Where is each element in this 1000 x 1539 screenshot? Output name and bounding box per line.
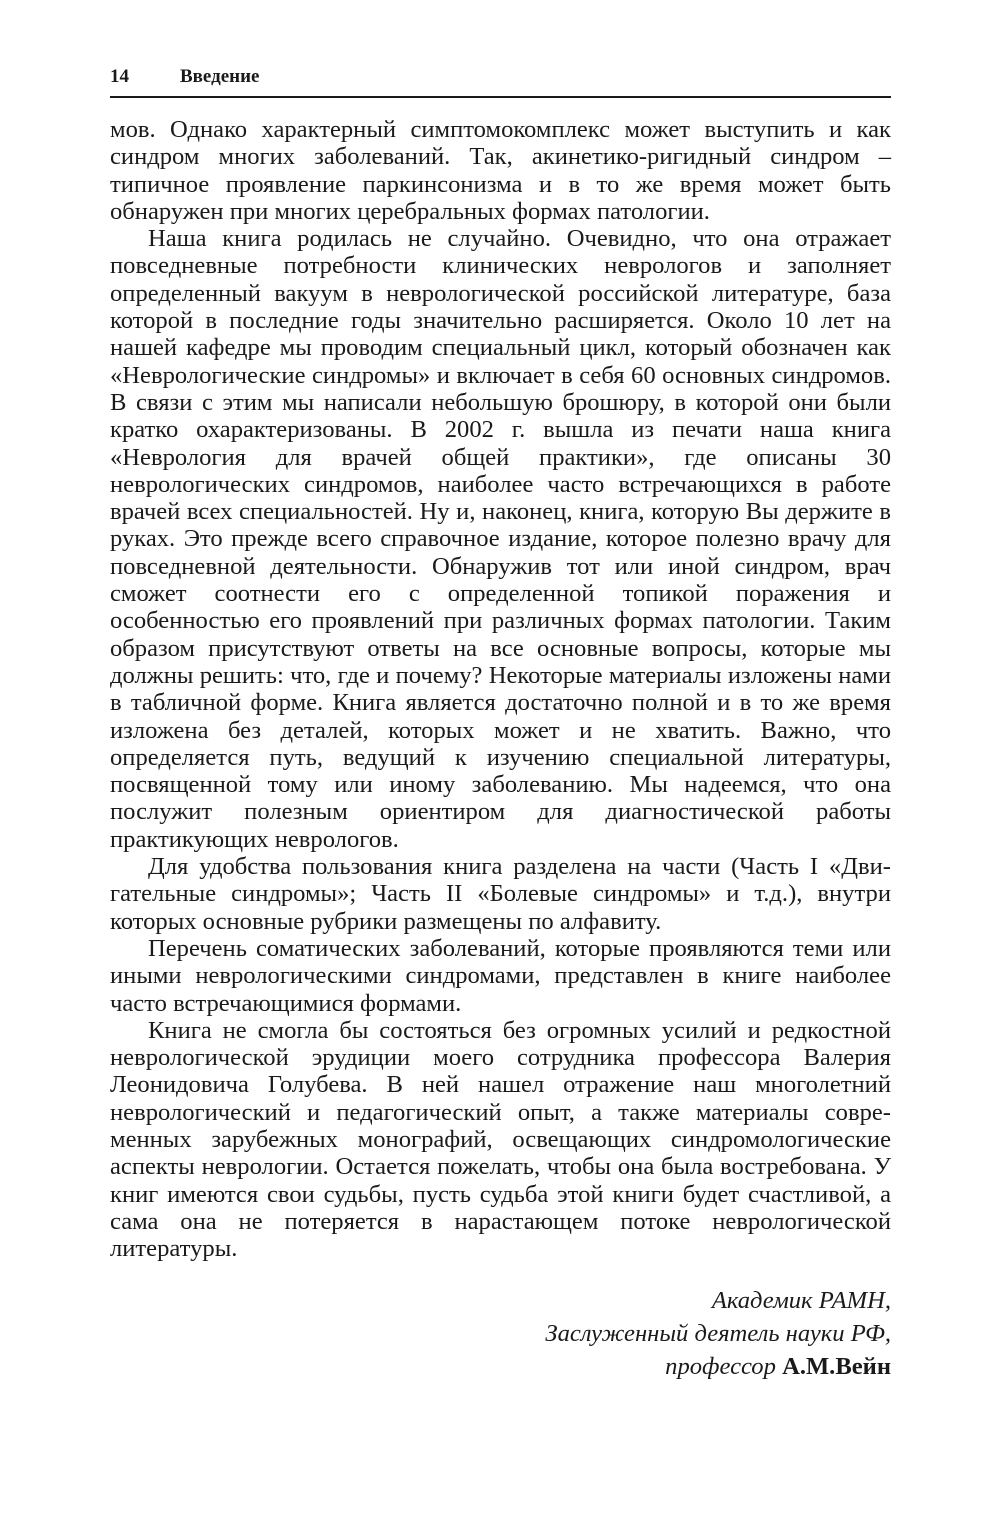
paragraph-continuation: мов. Однако характерный симптомокомплекс может выступить и как синдром многих заболеваний. Так, акинетико-ригидный синдром – типичное проявление паркинсонизма и в то же время может быть обнаружен при многих церебральных формах патологии. (110, 116, 891, 225)
body-text (110, 116, 891, 1262)
paragraph: Для удобства пользования книга разделена на части (Часть I «Двигательные синдромы»; Часть II «Болевые синдромы» и т.д.), внутри которых основные рубрики размещены по алфавиту. (110, 853, 891, 935)
author-name: А.М.Вейн (782, 1353, 891, 1381)
paragraph: Наша книга родилась не случайно. Очевидно, что она отражает повседневные потребности клинических неврологов и заполняет определенный вакуум в неврологической российской литературе, база которой в последние годы значительно расширяется. Около 10 лет на нашей кафедре мы проводим специальный цикл, который обозначен как «Неврологические синдромы» и включает в себя 60 основных синдромов. В связи с этим мы написали небольшую брошюру, в которой они были кратко охарактеризованы. В 2002 г. вышла из печати наша книга «Неврология для врачей общей практики», где описаны 30 неврологических синдромов, наиболее часто встречающихся в работе врачей всех специальностей. Ну и, наконец, книга, которую Вы держите в руках. Это прежде всего справочное издание, которое полезно врачу для повседневной деятельности. Обнаружив тот или иной синдром, врач сможет соотнести его с определенной топикой поражения и особенностью его проявлений при различных формах патологии. Таким образом присутствуют ответы на все основные вопросы, которые мы должны решить: что, где и почему? Некоторые материалы изложены нами в табличной форме. Книга является достаточно полной и в то же время изложена без деталей, которых может и не хватить. Важно, что определяется путь, ведущий к изучению специальной литературы, посвященной тому или иному заболеванию. Мы надеемся, что она послужит полезным ориентиром для диагностической работы практикующих неврологов. (110, 225, 891, 853)
book-page (110, 66, 891, 1383)
signature-rank: профессор (665, 1353, 776, 1381)
paragraph: Книга не смогла бы состояться без огромных усилий и редкостной неврологической эрудиции моего сотрудника профессора Валерия Леонидовича Голубева. В ней нашел отражение наш многолетний неврологический и педагогический опыт, а также материалы современных зарубежных монографий, освещающих синдромологические аспекты неврологии. Остается пожелать, чтобы она была востребована. У книг имеются свои судьбы, пусть судьба этой книги будет счастливой, а сама она не потеряется в нарастающем потоке неврологической литературы. (110, 1016, 891, 1263)
section-title: Введение (180, 66, 260, 87)
signature-line-name (110, 1350, 891, 1383)
signature-line-honor: Заслуженный деятель науки РФ, (545, 1320, 891, 1348)
signature-line-title: Академик РАМН, (711, 1287, 891, 1315)
running-header (110, 66, 891, 98)
paragraph: Перечень соматических заболеваний, которые проявляются теми или иными неврологическими синдромами, представлен в книге наиболее часто встречающимися формами. (110, 934, 891, 1017)
page-number: 14 (110, 66, 129, 87)
author-signature (110, 1284, 891, 1383)
